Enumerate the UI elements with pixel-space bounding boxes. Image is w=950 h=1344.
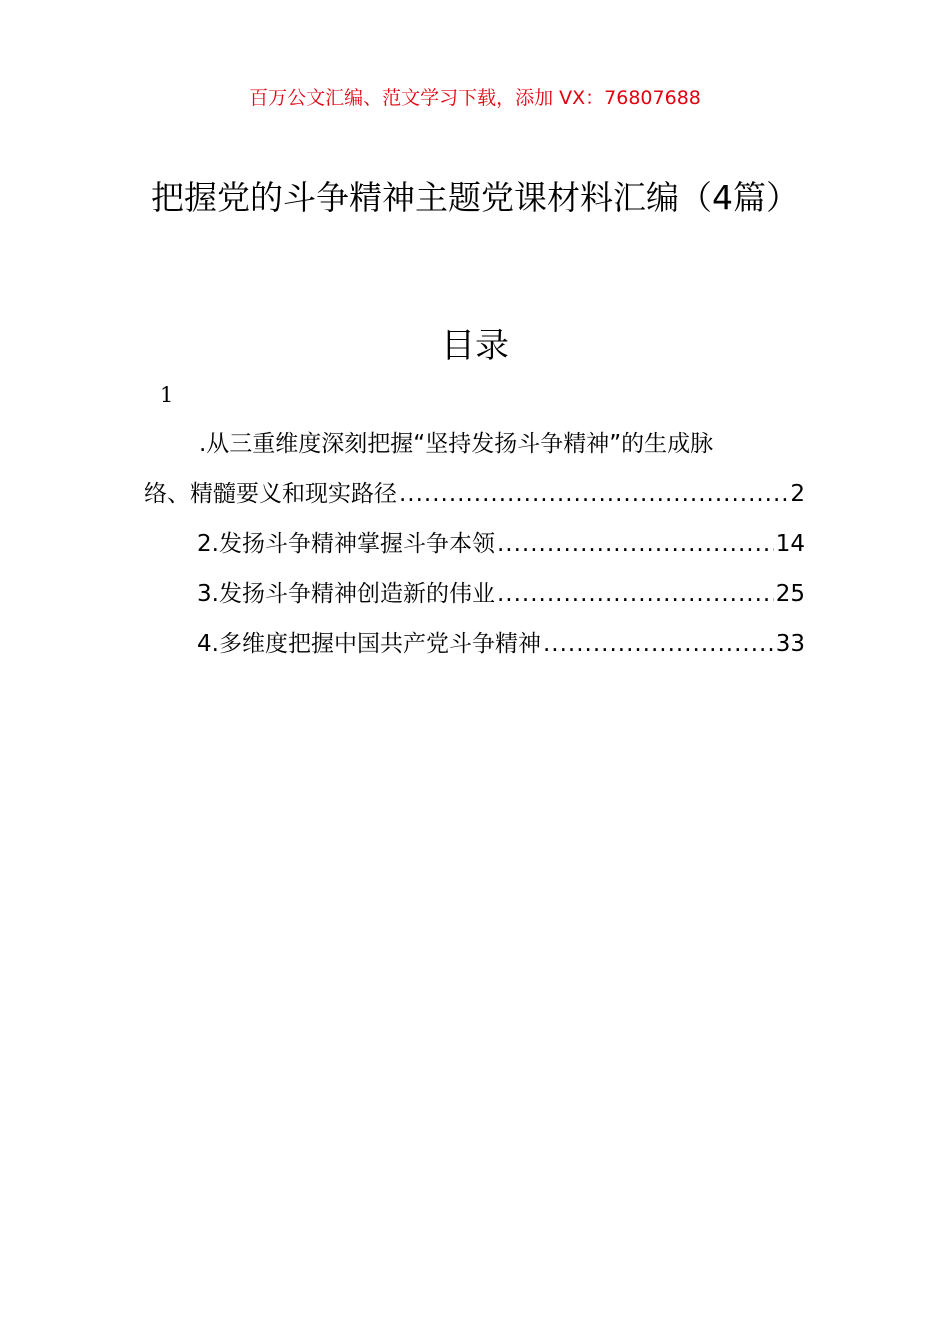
document-title: 把握党的斗争精神主题党课材料汇编（4篇） xyxy=(151,178,799,217)
toc-entry-3-text: 3.发扬斗争精神创造新的伟业 xyxy=(197,581,495,607)
toc-entry-2-page: 14 xyxy=(775,531,805,557)
toc-entry-4[interactable] xyxy=(197,626,805,662)
toc-leader-dots xyxy=(399,476,788,512)
toc-heading: 目录 xyxy=(441,326,509,366)
header-watermark-note: 百万公文汇编、范文学习下载，添加 VX：76807688 xyxy=(249,87,701,109)
toc-entry-3-page: 25 xyxy=(775,581,805,607)
toc-entry-1-text-line2: 络、精髓要义和现实路径 xyxy=(144,481,397,507)
toc-leader-dots xyxy=(497,576,774,612)
toc-entry-4-page: 33 xyxy=(775,631,805,657)
toc-entry-2-text: 2.发扬斗争精神掌握斗争本领 xyxy=(197,531,495,557)
toc-leader-dots xyxy=(497,526,774,562)
toc-entry-1-text-line1: .从三重维度深刻把握“坚持发扬斗争精神”的生成脉 xyxy=(199,431,714,457)
toc-entry-1[interactable] xyxy=(144,426,805,512)
toc-entry-4-text: 4.多维度把握中国共产党斗争精神 xyxy=(197,631,541,657)
toc-leader-dots xyxy=(543,626,774,662)
toc-entry-2[interactable] xyxy=(197,526,805,562)
toc-entry-3[interactable] xyxy=(197,576,805,612)
toc-entry-1-page: 2 xyxy=(790,481,805,507)
toc-number-marker: 1 xyxy=(160,383,174,407)
